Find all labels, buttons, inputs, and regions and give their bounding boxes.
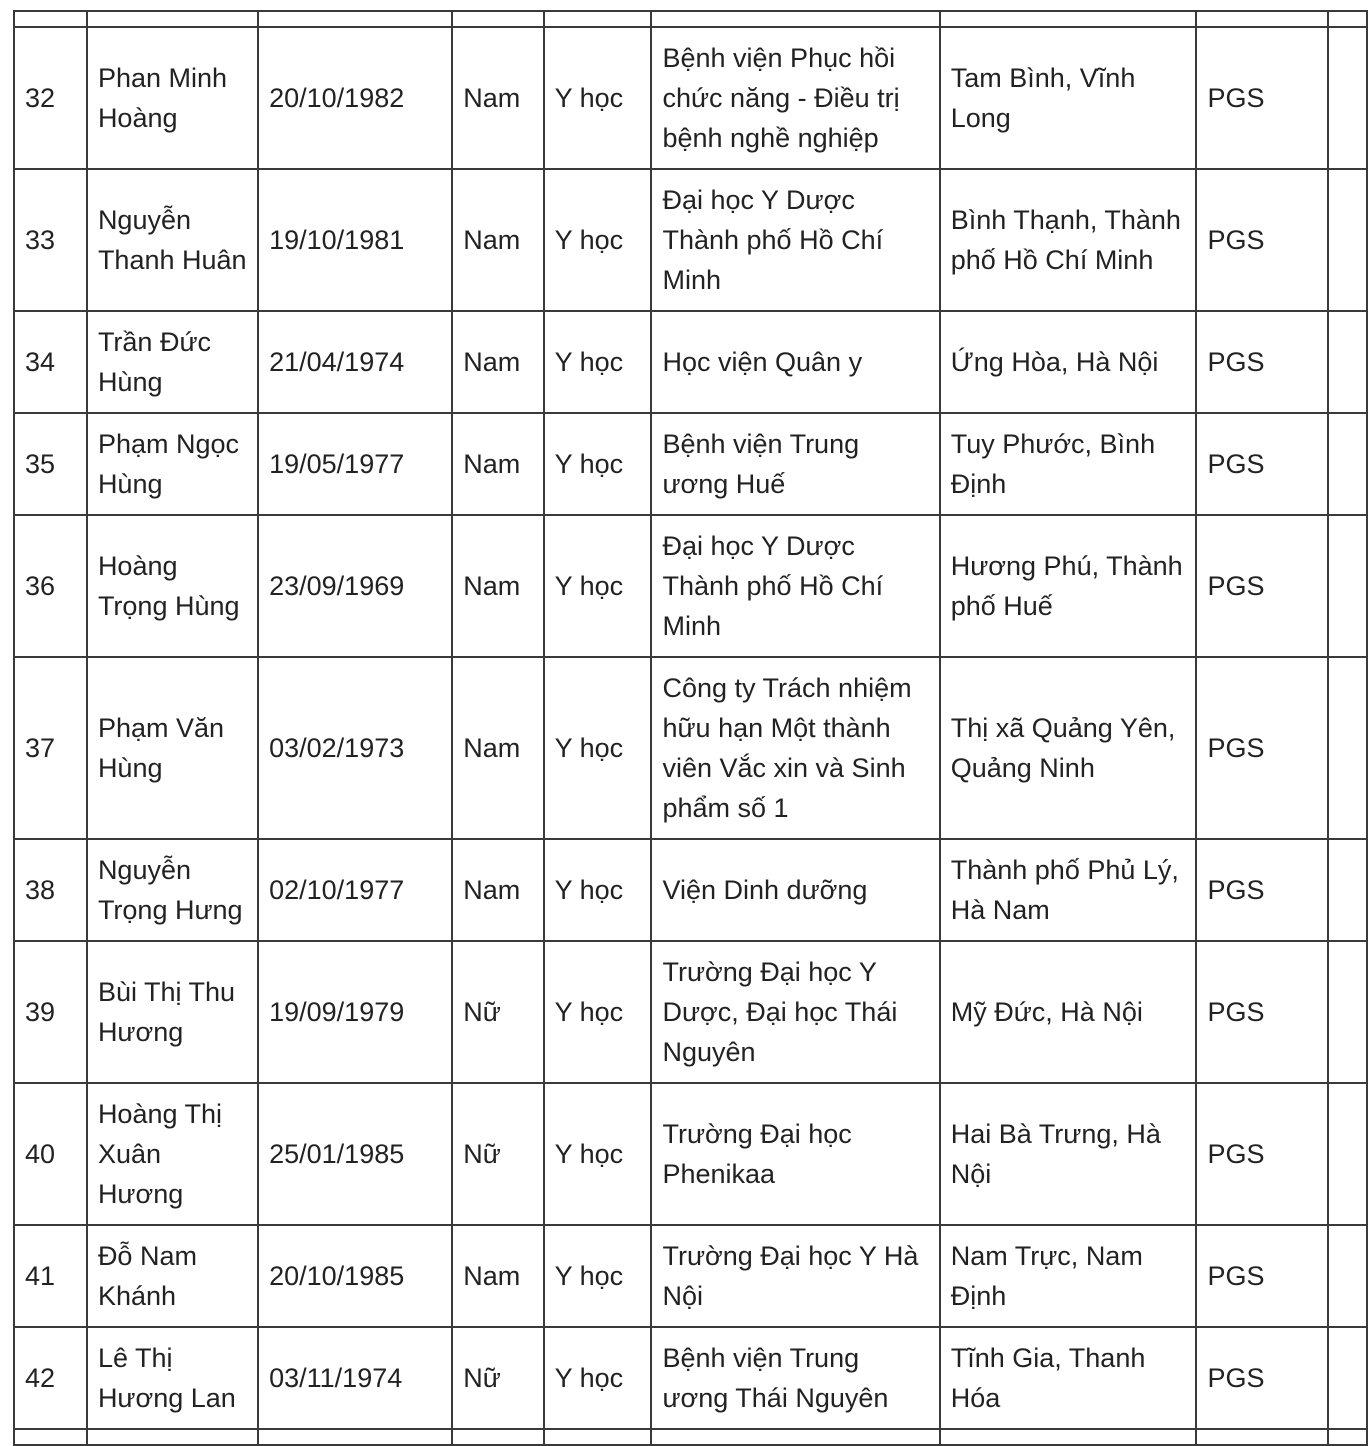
cell-field: Y học (544, 839, 652, 941)
cell-dob: 19/09/1979 (258, 941, 452, 1083)
table-row (14, 839, 1367, 941)
cell-stt: 41 (14, 1225, 87, 1327)
table-body (14, 11, 1367, 1445)
cell-dob: 19/05/1977 (258, 413, 452, 515)
cell-title: PGS (1196, 657, 1327, 839)
cell-dob: 02/10/1977 (258, 839, 452, 941)
cell-sex: Nam (452, 311, 543, 413)
candidate-table-wrapper (13, 10, 1368, 1446)
cell-stt: 42 (14, 1327, 87, 1429)
table-row (14, 515, 1367, 657)
cell-empty (87, 1429, 258, 1445)
cell-name: Phan Minh Hoàng (87, 27, 258, 169)
table-row-partial-top (14, 11, 1367, 27)
cell-name: Nguyễn Thanh Huân (87, 169, 258, 311)
cell-field: Y học (544, 413, 652, 515)
cell-org: Đại học Y Dược Thành phố Hồ Chí Minh (651, 515, 939, 657)
cell-stt: 32 (14, 27, 87, 169)
cell-field: Y học (544, 657, 652, 839)
cell-field: Y học (544, 1083, 652, 1225)
candidate-table (13, 10, 1368, 1446)
cell-org: Công ty Trách nhiệm hữu hạn Một thành viên Vắc xin và Sinh phẩm số 1 (651, 657, 939, 839)
cell-sex: Nam (452, 839, 543, 941)
cell-sex: Nam (452, 169, 543, 311)
cell-empty (1328, 311, 1367, 413)
table-row (14, 1225, 1367, 1327)
cell-title: PGS (1196, 941, 1327, 1083)
cell-dob: 03/02/1973 (258, 657, 452, 839)
cell-org: Bệnh viện Phục hồi chức năng - Điều trị bệnh nghề nghiệp (651, 27, 939, 169)
cell-field: Y học (544, 27, 652, 169)
cell-name: Lê Thị Hương Lan (87, 1327, 258, 1429)
cell-org: Học viện Quân y (651, 311, 939, 413)
cell-empty (14, 1429, 87, 1445)
table-row-partial-bottom (14, 1429, 1367, 1445)
cell-empty (258, 11, 452, 27)
cell-empty (1328, 11, 1367, 27)
cell-empty (544, 1429, 652, 1445)
cell-field: Y học (544, 941, 652, 1083)
cell-empty (1328, 27, 1367, 169)
cell-empty (87, 11, 258, 27)
cell-sex: Nam (452, 27, 543, 169)
cell-name: Phạm Ngọc Hùng (87, 413, 258, 515)
cell-stt: 33 (14, 169, 87, 311)
cell-home: Thành phố Phủ Lý, Hà Nam (940, 839, 1197, 941)
cell-org: Trường Đại học Y Hà Nội (651, 1225, 939, 1327)
table-row (14, 657, 1367, 839)
cell-sex: Nam (452, 657, 543, 839)
cell-dob: 25/01/1985 (258, 1083, 452, 1225)
cell-stt: 38 (14, 839, 87, 941)
cell-empty (452, 1429, 543, 1445)
cell-name: Bùi Thị Thu Hương (87, 941, 258, 1083)
table-row (14, 941, 1367, 1083)
cell-home: Nam Trực, Nam Định (940, 1225, 1197, 1327)
table-row (14, 311, 1367, 413)
cell-title: PGS (1196, 413, 1327, 515)
cell-title: PGS (1196, 169, 1327, 311)
cell-name: Hoàng Trọng Hùng (87, 515, 258, 657)
cell-empty (1328, 413, 1367, 515)
cell-title: PGS (1196, 27, 1327, 169)
cell-name: Hoàng Thị Xuân Hương (87, 1083, 258, 1225)
cell-empty (1328, 1429, 1367, 1445)
cell-stt: 37 (14, 657, 87, 839)
cell-home: Ứng Hòa, Hà Nội (940, 311, 1197, 413)
cell-home: Tuy Phước, Bình Định (940, 413, 1197, 515)
cell-dob: 21/04/1974 (258, 311, 452, 413)
cell-sex: Nữ (452, 1327, 543, 1429)
cell-org: Đại học Y Dược Thành phố Hồ Chí Minh (651, 169, 939, 311)
table-row (14, 169, 1367, 311)
table-row (14, 413, 1367, 515)
cell-empty (940, 1429, 1197, 1445)
cell-sex: Nam (452, 1225, 543, 1327)
cell-title: PGS (1196, 1327, 1327, 1429)
cell-empty (1328, 515, 1367, 657)
cell-title: PGS (1196, 515, 1327, 657)
cell-title: PGS (1196, 1225, 1327, 1327)
cell-home: Hai Bà Trưng, Hà Nội (940, 1083, 1197, 1225)
cell-empty (14, 11, 87, 27)
cell-field: Y học (544, 311, 652, 413)
cell-org: Trường Đại học Phenikaa (651, 1083, 939, 1225)
cell-home: Tĩnh Gia, Thanh Hóa (940, 1327, 1197, 1429)
cell-field: Y học (544, 169, 652, 311)
cell-dob: 20/10/1982 (258, 27, 452, 169)
cell-name: Đỗ Nam Khánh (87, 1225, 258, 1327)
cell-empty (1196, 1429, 1327, 1445)
cell-empty (1328, 657, 1367, 839)
cell-sex: Nữ (452, 1083, 543, 1225)
cell-title: PGS (1196, 1083, 1327, 1225)
cell-sex: Nữ (452, 941, 543, 1083)
cell-org: Bệnh viện Trung ương Thái Nguyên (651, 1327, 939, 1429)
table-row (14, 1083, 1367, 1225)
cell-empty (1196, 11, 1327, 27)
cell-stt: 36 (14, 515, 87, 657)
cell-empty (651, 1429, 939, 1445)
cell-empty (544, 11, 652, 27)
cell-empty (1328, 1225, 1367, 1327)
cell-dob: 23/09/1969 (258, 515, 452, 657)
cell-home: Bình Thạnh, Thành phố Hồ Chí Minh (940, 169, 1197, 311)
cell-empty (1328, 1083, 1367, 1225)
cell-stt: 34 (14, 311, 87, 413)
cell-empty (1328, 839, 1367, 941)
cell-title: PGS (1196, 839, 1327, 941)
cell-dob: 19/10/1981 (258, 169, 452, 311)
cell-stt: 40 (14, 1083, 87, 1225)
table-row (14, 1327, 1367, 1429)
cell-empty (1328, 941, 1367, 1083)
cell-org: Trường Đại học Y Dược, Đại học Thái Nguyên (651, 941, 939, 1083)
cell-empty (651, 11, 939, 27)
cell-org: Bệnh viện Trung ương Huế (651, 413, 939, 515)
cell-name: Trần Đức Hùng (87, 311, 258, 413)
cell-name: Nguyễn Trọng Hưng (87, 839, 258, 941)
table-row (14, 27, 1367, 169)
cell-empty (1328, 169, 1367, 311)
cell-home: Hương Phú, Thành phố Huế (940, 515, 1197, 657)
cell-stt: 39 (14, 941, 87, 1083)
cell-empty (452, 11, 543, 27)
cell-empty (1328, 1327, 1367, 1429)
cell-title: PGS (1196, 311, 1327, 413)
cell-empty (940, 11, 1197, 27)
cell-field: Y học (544, 1327, 652, 1429)
cell-home: Mỹ Đức, Hà Nội (940, 941, 1197, 1083)
cell-sex: Nam (452, 515, 543, 657)
cell-name: Phạm Văn Hùng (87, 657, 258, 839)
cell-empty (258, 1429, 452, 1445)
cell-home: Tam Bình, Vĩnh Long (940, 27, 1197, 169)
cell-org: Viện Dinh dưỡng (651, 839, 939, 941)
cell-sex: Nam (452, 413, 543, 515)
cell-field: Y học (544, 515, 652, 657)
cell-home: Thị xã Quảng Yên, Quảng Ninh (940, 657, 1197, 839)
cell-dob: 20/10/1985 (258, 1225, 452, 1327)
cell-field: Y học (544, 1225, 652, 1327)
cell-stt: 35 (14, 413, 87, 515)
cell-dob: 03/11/1974 (258, 1327, 452, 1429)
